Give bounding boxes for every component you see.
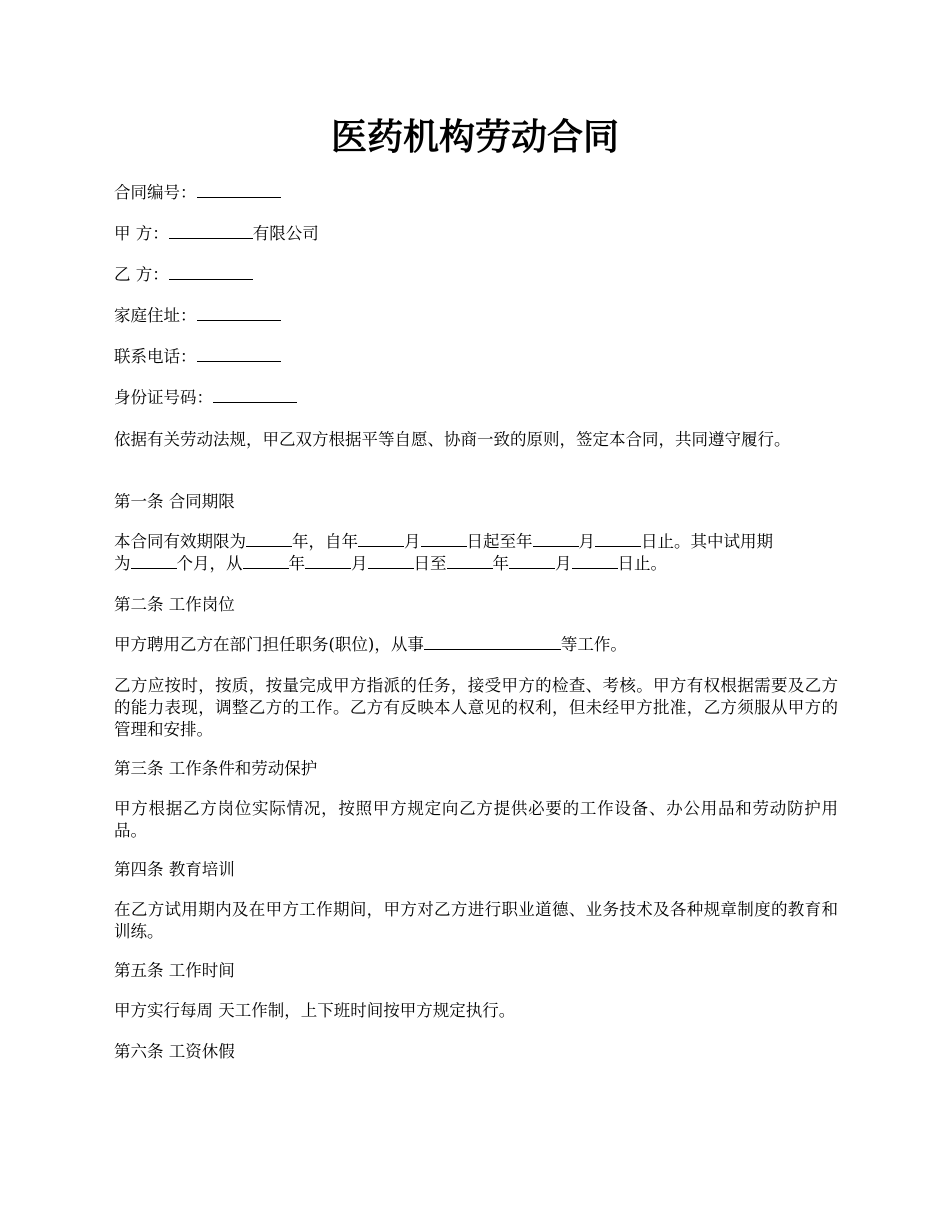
probation-end-day-blank[interactable] [572, 553, 618, 569]
address-line [114, 305, 838, 327]
party-b-blank[interactable] [169, 264, 253, 280]
art1-text: 本合同有效期限为 [114, 532, 246, 551]
probation-start-month-blank[interactable] [305, 553, 351, 569]
phone-label: 联系电话： [114, 347, 197, 366]
probation-end-month-blank[interactable] [509, 553, 555, 569]
probation-months-blank[interactable] [131, 553, 177, 569]
probation-end-year-blank[interactable] [447, 553, 493, 569]
art1-text: 日至 [413, 554, 447, 573]
art1-text: 日止。其中试用期 [641, 532, 773, 551]
address-label: 家庭住址： [114, 306, 197, 325]
art1-text: 日止。 [617, 554, 667, 573]
article-2-para-1 [114, 634, 838, 656]
contract-number-line [114, 182, 838, 204]
art1-text: 年 [492, 554, 509, 573]
article-1-heading: 第一条 合同期限 [114, 492, 235, 511]
document-title: 医药机构劳动合同 [330, 116, 619, 158]
party-a-blank[interactable] [169, 223, 253, 239]
article-6-heading: 第六条 工资休假 [114, 1042, 235, 1061]
article-5-para-1: 甲方实行每周 天工作制，上下班时间按甲方规定执行。 [114, 1001, 516, 1020]
id-number-line [114, 387, 838, 409]
art2-text: 等工作。 [560, 635, 627, 654]
end-blank-2[interactable] [595, 531, 641, 547]
art2-text: 甲方聘用乙方在部门担任职务(职位)，从事 [114, 635, 424, 654]
start-blank-1[interactable] [358, 531, 404, 547]
art1-text: 年 [288, 554, 305, 573]
art1-text: 月 [555, 554, 572, 573]
phone-line [114, 346, 838, 368]
article-3-heading: 第三条 工作条件和劳动保护 [114, 759, 318, 778]
party-a-label: 甲 方： [114, 224, 169, 243]
party-b-label: 乙 方： [114, 265, 169, 284]
article-2-para-2: 乙方应按时，按质，按量完成甲方指派的任务，接受甲方的检查、考核。甲方有权根据需要及乙方的能力表现，调整乙方的工作。乙方有反映本人意见的权利，但未经甲方批准，乙方须服从甲方的管理和安排。 [114, 676, 838, 739]
article-2-heading: 第二条 工作岗位 [114, 595, 235, 614]
end-blank-1[interactable] [533, 531, 579, 547]
probation-start-year-blank[interactable] [243, 553, 289, 569]
article-3-para-1: 甲方根据乙方岗位实际情况，按照甲方规定向乙方提供必要的工作设备、办公用品和劳动防护用品。 [114, 799, 838, 840]
art1-text: 月 [351, 554, 368, 573]
contract-number-blank[interactable] [197, 182, 281, 198]
term-years-blank[interactable] [246, 531, 292, 547]
art1-text: 日起至年 [466, 532, 533, 551]
art1-text: 月 [578, 532, 595, 551]
intro-paragraph: 依据有关劳动法规，甲乙双方根据平等自愿、协商一致的原则，签定本合同，共同遵守履行。 [114, 430, 791, 449]
party-a-line [114, 223, 838, 245]
party-b-line [114, 264, 838, 286]
job-duty-blank[interactable] [424, 634, 561, 650]
contract-number-label: 合同编号： [114, 183, 197, 202]
start-blank-2[interactable] [421, 531, 467, 547]
art1-text: 为 [114, 554, 131, 573]
art1-text: 个月，从 [176, 554, 243, 573]
id-number-label: 身份证号码： [114, 388, 213, 407]
article-1-line-2 [114, 553, 838, 575]
article-1-line-1 [114, 531, 838, 553]
article-4-heading: 第四条 教育培训 [114, 860, 235, 879]
article-4-para-1: 在乙方试用期内及在甲方工作期间，甲方对乙方进行职业道德、业务技术及各种规章制度的教育和训练。 [114, 900, 838, 941]
art1-text: 年，自年 [292, 532, 358, 551]
article-5-heading: 第五条 工作时间 [114, 961, 235, 980]
party-a-suffix: 有限公司 [252, 224, 319, 243]
address-blank[interactable] [197, 305, 281, 321]
probation-start-day-blank[interactable] [368, 553, 414, 569]
id-number-blank[interactable] [213, 387, 297, 403]
phone-blank[interactable] [197, 346, 281, 362]
art1-text: 月 [404, 532, 421, 551]
